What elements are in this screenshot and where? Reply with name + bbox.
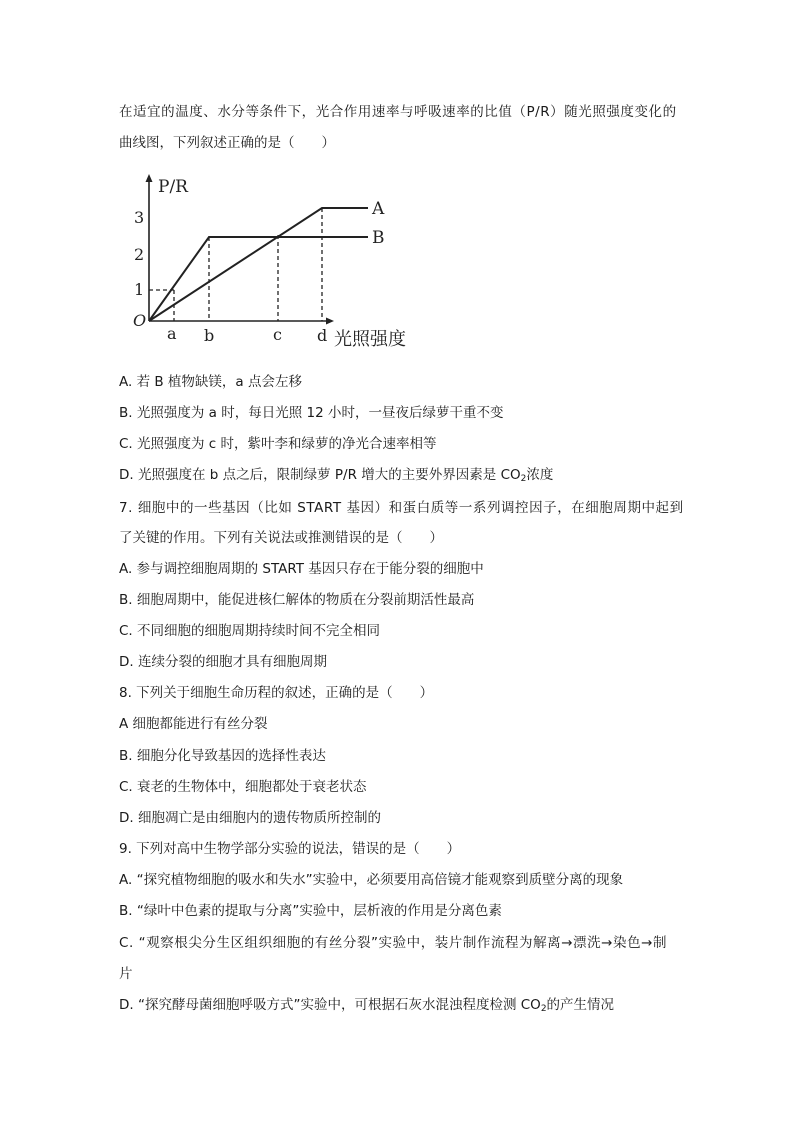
y-tick-label: 3 [134, 208, 145, 227]
q8-stem: 8. 下列关于细胞生命历程的叙述，正确的是（ ） [119, 685, 434, 701]
q9-option-c-line2: 片 [119, 966, 133, 982]
q6-option-d: D. 光照强度在 b 点之后，限制绿萝 P/R 增大的主要外界因素是 $CO_2$浓度 [119, 467, 554, 484]
q7-option-c: C. 不同细胞的细胞周期持续时间不完全相同 [119, 623, 381, 639]
y-axis-arrow [146, 174, 153, 182]
q9-stem: 9. 下列对高中生物学部分实验的说法，错误的是（ ） [119, 841, 461, 857]
q7-option-b: B. 细胞周期中，能促进核仁解体的物质在分裂前期活性最高 [119, 592, 475, 608]
q9-option-a: A. “探究植物细胞的吸水和失水”实验中，必须要用高倍镜才能观察到质壁分离的现象 [119, 872, 624, 888]
curve-a [149, 208, 368, 321]
x-tick-label: b [204, 326, 215, 345]
curve-b-label: B [372, 228, 385, 248]
q9-option-c-line1: C. “观察根尖分生区组织细胞的有丝分裂”实验中，装片制作流程为解离→漂洗→染色→制 [119, 935, 668, 951]
q7-stem-line1: 7. 细胞中的一些基因（比如 START 基因）和蛋白质等一系列调控因子，在细胞周期中起到 [119, 500, 684, 516]
x-tick-label: a [167, 324, 177, 343]
q7-option-d: D. 连续分裂的细胞才具有细胞周期 [119, 654, 327, 670]
q6-option-c: C. 光照强度为 c 时，紫叶李和绿萝的净光合速率相等 [119, 436, 437, 452]
q8-option-b: B. 细胞分化导致基因的选择性表达 [119, 748, 326, 764]
origin-label: O [133, 311, 147, 330]
curve-a-label: A [372, 199, 385, 219]
q9-option-b: B. “绿叶中色素的提取与分离”实验中，层析液的作用是分离色素 [119, 903, 502, 919]
x-tick-label: c [273, 325, 282, 344]
y-axis-label: P/R [158, 177, 188, 197]
q6-option-b: B. 光照强度为 a 时，每日光照 12 小时，一昼夜后绿萝干重不变 [119, 405, 504, 421]
y-tick-label: 1 [134, 280, 145, 299]
y-tick-label: 2 [134, 245, 145, 264]
x-axis-arrow [326, 318, 334, 325]
q6-stem-line1: 在适宜的温度、水分等条件下，光合作用速率与呼吸速率的比值（P/R）随光照强度变化的 [119, 104, 677, 120]
q9-option-d: D. “探究酵母菌细胞呼吸方式”实验中，可根据石灰水混浊程度检测 $CO_2$的产生情况 [119, 997, 615, 1014]
q8-option-a: A 细胞都能进行有丝分裂 [119, 716, 268, 732]
pr-light-chart [130, 172, 430, 352]
x-axis-label: 光照强度 [334, 329, 406, 350]
x-tick-label: d [317, 326, 328, 345]
q7-option-a: A. 参与调控细胞周期的 START 基因只存在于能分裂的细胞中 [119, 561, 484, 577]
q8-option-d: D. 细胞凋亡是由细胞内的遗传物质所控制的 [119, 810, 381, 826]
q6-stem-line2: 曲线图，下列叙述正确的是（ ） [119, 135, 335, 151]
q7-stem-line2: 了关键的作用。下列有关说法或推测错误的是（ ） [119, 530, 443, 546]
q8-option-c: C. 衰老的生物体中，细胞都处于衰老状态 [119, 779, 367, 795]
q6-option-a: A. 若 B 植物缺镁，a 点会左移 [119, 374, 302, 390]
